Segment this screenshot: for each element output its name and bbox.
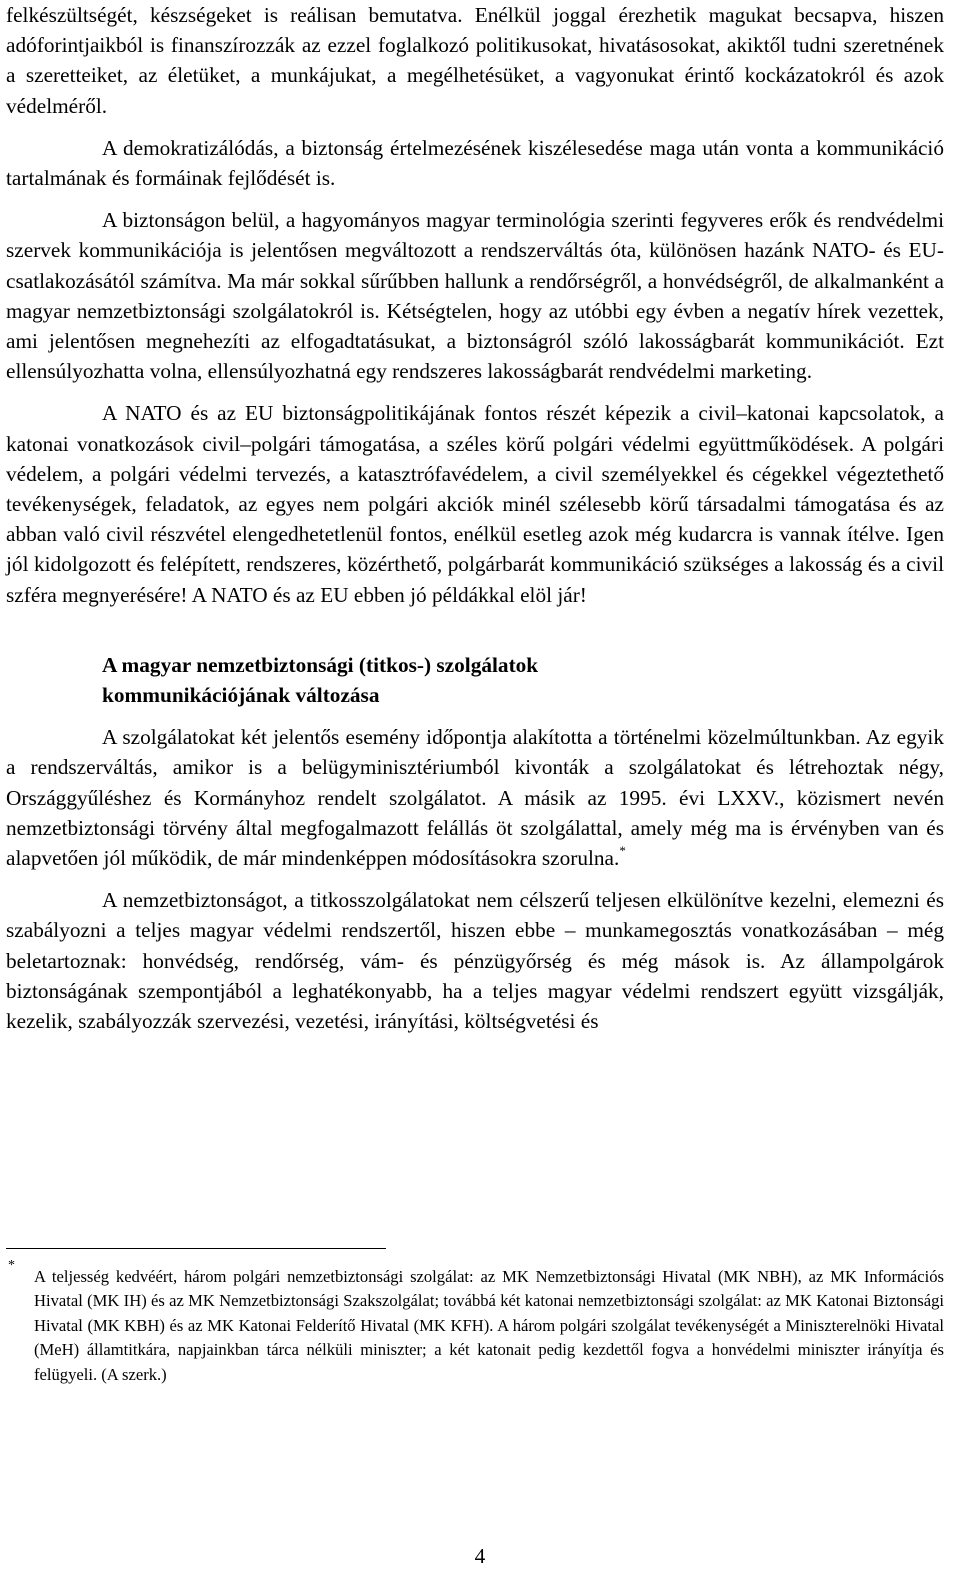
section-heading xyxy=(6,650,944,710)
footnote-mark: * xyxy=(8,1258,15,1273)
section-heading-line-2: kommunikációjának változása xyxy=(102,683,380,708)
footnote xyxy=(6,1258,944,1387)
paragraph-national-security: A nemzetbiztonságot, a titkosszolgálatokat nem célszerű teljesen elkülönítve kezelni, elemezni és szabályozni a teljes magyar védelmi rendszertől, hiszen ebbe – munkamegosztás vonatkozásában – még beletartoznak: honvédség, rendőrség, vám- és pénzügyőrség és még mások is. Az állampolgárok biztonságának szempontjából a leghatékonyabb, ha a teljes magyar védelmi rendszert együtt vizsgálják, kezelik, szabályozzák szervezési, vezetési, irányítási, költségvetési és xyxy=(6,888,944,1034)
paragraph-continued: felkészültségét, készségeket is reálisan bemutatva. Enélkül joggal érezhetik magukat becsapva, hiszen adóforintjaikból is finanszírozzák az ezzel foglalkozó politikusokat, hivatásosokat, akiktől tudni szeretnének a szeretteiket, az életüket, a munkájukat, a megélhetésüket, a vagyonukat érintő kockázatokról és azok védelméről. xyxy=(6,3,944,118)
page-body xyxy=(6,0,944,1036)
footnote-reference[interactable]: * xyxy=(619,843,626,859)
paragraph-security-communication: A biztonságon belül, a hagyományos magyar terminológia szerinti fegyveres erők és rendvédelmi szervek kommunikációja is jelentősen megváltozott a rendszerváltás óta, különösen hazánk NATO- és EU-csatlakozásától számítva. Ma már sokkal sűrűbben hallunk a rendőrségről, a honvédségről, de alkalmanként a magyar nemzetbiztonsági szolgálatokról is. Kétségtelen, hogy az utóbbi egy évben a negatív hírek vezettek, ami jelentősen megnehezíti az elfogadtatásukat, a biztonságról szóló lakosságbarát kommunikációt. Ezt ellensúlyozhatta volna, ellensúlyozhatná egy rendszeres lakosságbarát rendvédelmi marketing. xyxy=(6,208,944,384)
paragraph-nato-eu: A NATO és az EU biztonságpolitikájának fontos részét képezik a civil–katonai kapcsolatok, a katonai vonatkozások civil–polgári támogatása, a széles körű polgári védelmi együttműködések. A polgári védelem, a polgári védelmi tervezés, a katasztrófavédelem, a civil személyekkel és cégekkel végeztethető tevékenységek, feladatok, az egyes nem polgári akciók minél szélesebb körű társadalmi támogatása és az abban való civil részvétel elengedhetetlenül fontos, enélkül esetleg azok még kudarcra is vannak ítélve. Igen jól kidolgozott és felépített, rendszeres, közérthető, polgárbarát kommunikáció szükséges a lakosság és a civil szféra megnyerésére! A NATO és az EU ebben jó példákkal elöl jár! xyxy=(6,401,944,607)
paragraph-democratization: A demokratizálódás, a biztonság értelmezésének kiszélesedése maga után vonta a kommunikáció tartalmának és formáinak fejlődését is. xyxy=(6,135,944,191)
page-number: 4 xyxy=(474,1544,486,1568)
paragraph-services-history xyxy=(6,722,944,873)
footnote-separator xyxy=(6,1248,386,1249)
footnote-text: A teljesség kedvéért, három polgári nemzetbiztonsági szolgálat: az MK Nemzetbiztonsági Hivatal (MK NBH), az MK Információs Hivatal (MK IH) és az MK Nemzetbiztonsági Szakszolgálat; továbbá két katonai nemzetbiztonsági szolgálat: az MK Katonai Biztonsági Hivatal (MK KBH) és az MK Katonai Felderítő Hivatal (MK KFH). A három polgári szolgálat tevékenységét a Miniszterelnöki Hivatal (MeH) államtitkára, napjainkban tárca nélküli miniszter; a két katonait pedig kezdettől fogva a honvédelmi miniszter irányítja és felügyeli. (A szerk.) xyxy=(34,1267,944,1384)
section-heading-line-1: A magyar nemzetbiztonsági (titkos-) szolgálatok xyxy=(102,652,539,677)
paragraph-services-history-text: A szolgálatokat két jelentős esemény időpontja alakította a történelmi közelmúltunkban. Az egyik a rendszerváltás, amikor is a belügyminisztériumból kivonták a szolgálatokat és létrehoztak négy, Országgyűléshez és Kormányhoz rendelt szolgálatot. A másik az 1995. évi LXXV., közismert nevén nemzetbiztonsági törvény által megfogalmazott felállás öt szolgálattal, amely még ma is érvényben van és alapvetően jól működik, de már mindenképpen módosításokra szorulna. xyxy=(6,725,944,871)
